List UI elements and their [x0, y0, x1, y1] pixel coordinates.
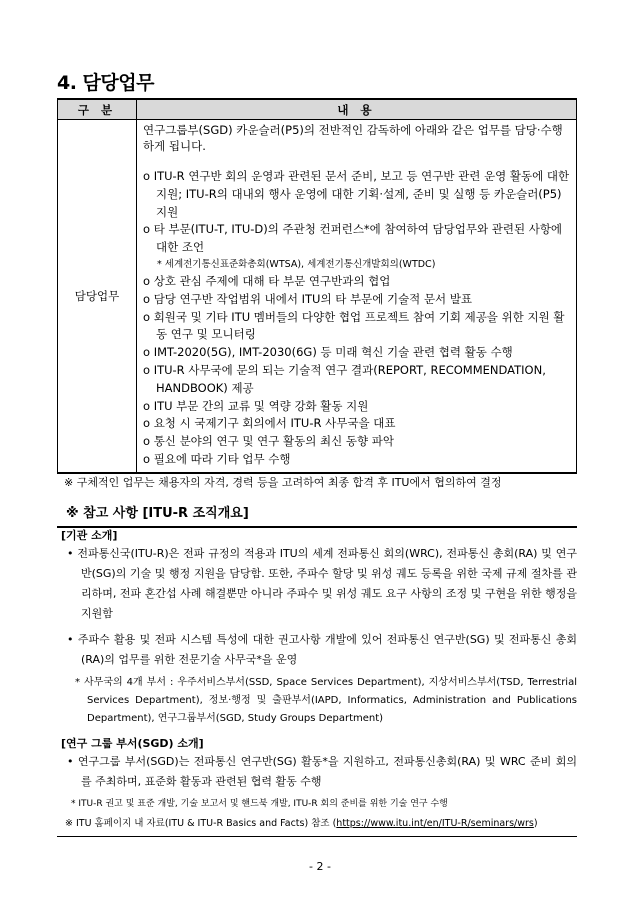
- reference-box: [57, 526, 577, 837]
- list-item: o IMT-2020(5G), IMT-2030(6G) 등 미래 혁신 기술 관련 협력 활동 수행: [143, 345, 513, 360]
- sgd-note: * ITU-R 권고 및 표준 개발, 기술 보고서 및 핸드북 개발, ITU-R 회의 준비를 위한 기술 연구 수행: [71, 799, 448, 809]
- table-header-row: [58, 99, 577, 120]
- list-item: o 회원국 및 기타 ITU 멤버들의 다양한 협업 프로젝트 참여 기회 제공을 위한 지원 활동 연구 및 모니터링: [143, 309, 565, 342]
- header-category: 구 분: [58, 99, 137, 120]
- list-item: o 상호 관심 주제에 대해 타 부문 연구반과의 협업: [143, 273, 391, 288]
- list-item: o ITU-R 사무국에 문의 되는 기술적 연구 결과(REPORT, RECOMMENDATION, HANDBOOK) 제공: [143, 362, 546, 395]
- list-item: o 요청 시 국제기구 회의에서 ITU-R 사무국을 대표: [143, 416, 396, 431]
- itu-link[interactable]: https://www.itu.int/en/ITU-R/seminars/wrs: [336, 818, 534, 829]
- reference-text: ※ ITU 홈페이지 내 자료(ITU & ITU-R Basics and Facts) 참조 (: [65, 818, 337, 829]
- bullet-item: • 전파통신국(ITU-R)은 전파 규정의 적용과 ITU의 세계 전파통신 회의(WRC), 전파통신 총회(RA) 및 연구반(SG)의 기술 및 행정 지원을 담당함. 또한, 주파수 할당 및 위성 궤도 등록을 위한 국제 규제 절차를 관리하며, 전파 혼간섭 사례 해결뿐만 아니라 주파수 및 위성 궤도 요구 사항의 조정 및 구현을 위한 행정을 지원함: [67, 547, 577, 620]
- page-number: - 2 -: [309, 860, 331, 873]
- content-cell: [137, 120, 577, 473]
- list-item: o 타 부문(ITU-T, ITU-D)의 주관청 컨퍼런스*에 참여하여 담당업무와 관련된 사항에 대한 조언: [143, 222, 563, 255]
- footnote: ※ 구체적인 업무는 채용자의 자격, 경력 등을 고려하여 최종 합격 후 ITU에서 협의하여 결정: [64, 476, 502, 489]
- list-item: o 필요에 따라 기타 업무 수행: [143, 451, 291, 466]
- reference-end: ): [533, 818, 538, 829]
- table-row: [58, 120, 577, 473]
- list-item: o ITU 부문 간의 교류 및 역량 강화 활동 지원: [143, 398, 369, 413]
- duties-table: [57, 98, 577, 474]
- bullet-item: • 연구그룹 부서(SGD)는 전파통신 연구반(SG) 활동*을 지원하고, 전파통신총회(RA) 및 WRC 준비 회의를 주최하며, 표준화 활동과 관련된 협력 활동 수행: [67, 755, 577, 788]
- section-title: 4. 담당업무: [57, 72, 154, 94]
- intro-text: 연구그룹부(SGD) 카운슬러(P5)의 전반적인 감독하에 아래와 같은 업무를 담당·수행하게 됩니다.: [143, 123, 563, 153]
- list-item: o 통신 분야의 연구 및 연구 활동의 최신 동향 파악: [143, 434, 395, 449]
- category-cell: 담당업무: [58, 120, 137, 473]
- sub-note: * 세계전기통신표준화총회(WTSA), 세계전기통신개발회의(WTDC): [157, 258, 436, 270]
- bullet-item: • 주파수 활용 및 전파 시스템 특성에 대한 권고사항 개발에 있어 전파통신 연구반(SG) 및 전파통신 총회(RA)의 업무를 위한 전문기술 사무국*을 운영: [67, 633, 577, 666]
- department-note: * 사무국의 4개 부서 : 우주서비스부서(SSD, Space Services Department), 지상서비스부서(TSD, Terrestrial Services Department), 정보·행정 및 출판부서(IAPD, Informatics, Administration and Publications Department), 연구그룹부서(SGD, Study Groups Department): [75, 677, 577, 724]
- section-heading-sgd: [연구 그룹 부서(SGD) 소개]: [61, 737, 204, 750]
- header-content: 내 용: [137, 99, 577, 120]
- reference-title: ※ 참고 사항 [ITU-R 조직개요]: [66, 506, 249, 521]
- reference-line: [57, 816, 577, 832]
- list-item: o ITU-R 연구반 회의 운영과 관련된 문서 준비, 보고 등 연구반 관련 운영 활동에 대한 지원; ITU-R의 대내외 행사 운영에 대한 기획·설계, 준비 및 실행 등 카운슬러(P5) 지원: [143, 169, 570, 219]
- list-item: o 담당 연구반 작업범위 내에서 ITU의 타 부문에 기술적 문서 발표: [143, 291, 473, 306]
- section-heading-agency: [기관 소개]: [61, 529, 118, 542]
